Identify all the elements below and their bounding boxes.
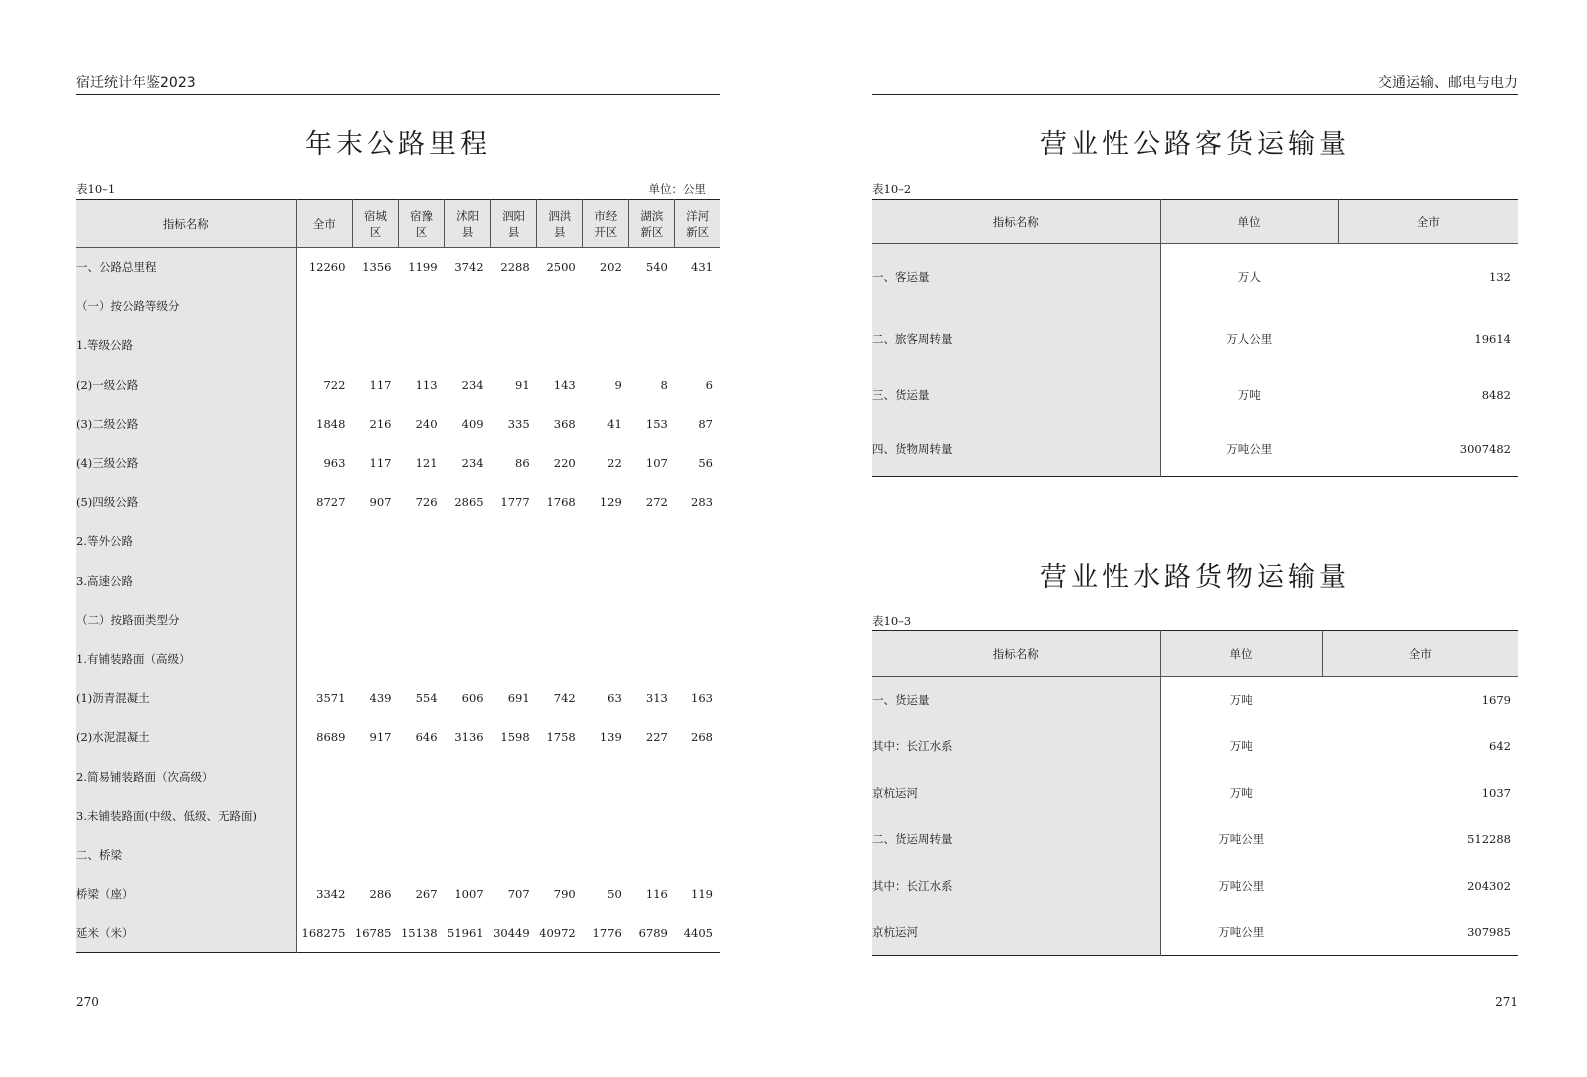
table-cell: 234 [461, 377, 484, 392]
table-cell: 116 [645, 887, 668, 902]
table-cell: 15138 [400, 926, 438, 941]
table-row [76, 679, 720, 718]
table-cell: 143 [553, 377, 576, 392]
row-label: 1.等级公路 [76, 326, 296, 365]
table-cell [296, 561, 352, 600]
table-cell: 12260 [308, 260, 346, 275]
table-cell: 121 [415, 456, 438, 471]
table-cell [398, 757, 444, 796]
table-cell: 91 [515, 377, 530, 392]
table-cell [675, 326, 720, 365]
col-header: 宿豫 区 [398, 200, 444, 248]
table-10-1-title: 年末公路里程 [305, 129, 491, 160]
value-cell: 204302 [1467, 878, 1511, 893]
table-cell: 1199 [408, 260, 438, 275]
table-cell: 268 [691, 730, 713, 745]
table-cell [675, 561, 720, 600]
table-cell [675, 835, 720, 874]
table-row [76, 404, 720, 443]
table-cell [296, 600, 352, 639]
row-label: 四、货物周转量 [872, 423, 1160, 477]
table-cell: 86 [515, 456, 530, 471]
table-cell: 963 [323, 456, 346, 471]
table-cell: 9 [614, 377, 622, 392]
table-cell: 1758 [546, 730, 576, 745]
row-label: 二、货运周转量 [872, 816, 1160, 863]
table-cell [352, 757, 398, 796]
table-row [76, 365, 720, 404]
table-cell: 107 [645, 456, 668, 471]
row-label: 2.等外公路 [76, 522, 296, 561]
table-row [872, 909, 1518, 956]
table-cell [537, 522, 583, 561]
table-cell: 22 [607, 456, 622, 471]
table-cell: 119 [691, 887, 713, 902]
value-cell: 642 [1489, 739, 1511, 754]
row-label: 2.简易铺装路面（次高级） [76, 757, 296, 796]
row-label: (2)一级公路 [76, 365, 296, 404]
table-cell [296, 287, 352, 326]
row-label: 1.有铺装路面（高级） [76, 639, 296, 678]
table-cell: 63 [607, 691, 622, 706]
table-cell: 368 [553, 416, 576, 431]
table-cell [629, 835, 675, 874]
table-row [76, 757, 720, 796]
table-cell [352, 600, 398, 639]
table-header-row [872, 631, 1518, 677]
table-cell: 335 [507, 416, 530, 431]
table-cell [296, 757, 352, 796]
table-cell: 153 [645, 416, 668, 431]
table-cell: 4405 [683, 926, 713, 941]
table-cell [491, 561, 537, 600]
value-cell: 3007482 [1459, 442, 1511, 457]
table-cell [537, 757, 583, 796]
table-cell [398, 561, 444, 600]
table-row [76, 600, 720, 639]
table-cell: 51961 [447, 926, 484, 941]
unit-label: 单位：公里 [648, 182, 706, 196]
table-cell: 917 [369, 730, 392, 745]
table-cell: 50 [607, 887, 622, 902]
table-cell [629, 796, 675, 835]
table-cell [296, 326, 352, 365]
col-header: 指标名称 [76, 200, 296, 248]
running-head-right: 交通运输、邮电与电力 [872, 74, 1518, 95]
col-header: 全市 [296, 200, 352, 248]
table-cell [629, 639, 675, 678]
unit-cell: 万吨公里 [1226, 442, 1273, 457]
unit-cell: 万吨公里 [1218, 878, 1265, 893]
table-header-row [76, 200, 720, 248]
table-cell: 2865 [454, 495, 484, 510]
col-header: 指标名称 [872, 631, 1160, 677]
col-header: 湖滨 新区 [629, 200, 675, 248]
table-cell: 707 [507, 887, 530, 902]
table-cell: 606 [461, 691, 484, 706]
table-cell [583, 522, 629, 561]
table-cell: 30449 [493, 926, 530, 941]
table-cell: 646 [415, 730, 438, 745]
table-cell [491, 522, 537, 561]
table-row [76, 835, 720, 874]
table-10-2-meta [872, 182, 1518, 196]
right-page [872, 0, 1518, 1077]
table-cell [675, 757, 720, 796]
table-cell: 234 [461, 456, 484, 471]
table-row [76, 326, 720, 365]
running-head-left: 宿迁统计年鉴2023 [76, 74, 720, 95]
table-cell [352, 835, 398, 874]
row-label: 京杭运河 [872, 770, 1160, 817]
table-cell [491, 326, 537, 365]
table-cell: 202 [599, 260, 622, 275]
row-label: 三、货运量 [872, 367, 1160, 423]
table-cell: 8689 [316, 730, 346, 745]
col-header: 全市 [1338, 200, 1518, 244]
unit-cell: 万吨 [1229, 785, 1253, 800]
table-code: 表10–1 [76, 182, 116, 196]
table-cell: 1848 [316, 416, 346, 431]
table-cell: 283 [691, 495, 713, 510]
table-row [76, 248, 720, 287]
table-cell [398, 287, 444, 326]
col-header: 宿城 区 [352, 200, 398, 248]
table-row [76, 443, 720, 482]
table-cell: 1768 [546, 495, 576, 510]
table-cell: 2288 [500, 260, 530, 275]
row-label: 其中：长江水系 [872, 723, 1160, 770]
value-cell: 132 [1489, 270, 1511, 285]
table-row [872, 244, 1518, 311]
row-label: 3.未铺装路面(中级、低级、无路面) [76, 796, 296, 835]
table-cell: 1356 [362, 260, 392, 275]
row-label: 其中：长江水系 [872, 863, 1160, 910]
table-cell: 216 [369, 416, 392, 431]
road-mileage-table [76, 199, 720, 953]
table-cell: 3136 [454, 730, 484, 745]
table-cell: 87 [698, 416, 713, 431]
table-cell [445, 835, 491, 874]
table-cell: 3571 [316, 691, 346, 706]
row-label: (3)二级公路 [76, 404, 296, 443]
table-cell: 540 [645, 260, 668, 275]
row-label: (5)四级公路 [76, 483, 296, 522]
table-cell: 431 [691, 260, 713, 275]
table-cell [445, 600, 491, 639]
unit-cell: 万人公里 [1226, 331, 1273, 346]
road-transport-table [872, 199, 1518, 477]
table-cell [352, 287, 398, 326]
unit-cell: 万吨公里 [1218, 925, 1265, 939]
table-cell: 56 [698, 456, 713, 471]
col-header: 泗阳 县 [491, 200, 537, 248]
row-label: 二、桥梁 [76, 835, 296, 874]
row-label: （一）按公路等级分 [76, 287, 296, 326]
table-cell: 2500 [546, 260, 576, 275]
col-header: 泗洪 县 [537, 200, 583, 248]
table-cell: 1598 [500, 730, 530, 745]
table-cell [629, 326, 675, 365]
table-cell [352, 326, 398, 365]
table-cell: 113 [415, 377, 438, 392]
table-cell: 1007 [454, 887, 484, 902]
table-cell: 227 [645, 730, 668, 745]
col-header: 洋河 新区 [675, 200, 720, 248]
table-cell [445, 796, 491, 835]
table-cell [398, 639, 444, 678]
table-cell: 286 [369, 887, 392, 902]
table-cell: 409 [461, 416, 484, 431]
table-cell: 907 [369, 495, 392, 510]
value-cell: 307985 [1467, 925, 1511, 939]
table-cell [583, 600, 629, 639]
table-code: 表10–3 [872, 614, 912, 628]
table-cell: 722 [323, 377, 346, 392]
table-cell: 439 [369, 691, 392, 706]
table-cell [352, 522, 398, 561]
row-label: 二、旅客周转量 [872, 311, 1160, 367]
table-row [872, 367, 1518, 423]
table-cell: 16785 [354, 926, 392, 941]
value-cell: 19614 [1474, 331, 1511, 346]
left-page [76, 0, 720, 1077]
table-cell: 1777 [500, 495, 530, 510]
table-cell [491, 600, 537, 639]
table-cell [675, 522, 720, 561]
table-cell [537, 561, 583, 600]
table-cell [296, 522, 352, 561]
table-cell [398, 522, 444, 561]
table-cell [445, 326, 491, 365]
table-cell: 790 [553, 887, 576, 902]
value-cell: 8482 [1481, 387, 1511, 402]
table-cell: 272 [645, 495, 668, 510]
table-cell [675, 600, 720, 639]
table-cell: 8727 [316, 495, 346, 510]
table-cell [445, 639, 491, 678]
unit-cell: 万人 [1237, 270, 1261, 285]
table-cell [629, 287, 675, 326]
table-cell [537, 835, 583, 874]
table-cell: 168275 [301, 926, 346, 941]
row-label: 桥梁（座） [76, 875, 296, 914]
table-cell: 220 [553, 456, 576, 471]
table-cell: 41 [607, 416, 622, 431]
table-cell: 6789 [638, 926, 668, 941]
unit-cell: 万吨 [1229, 693, 1253, 707]
table-row [872, 770, 1518, 817]
table-cell [583, 757, 629, 796]
table-row [872, 863, 1518, 910]
table-10-3-title: 营业性水路货物运输量 [1040, 562, 1350, 593]
waterway-transport-table [872, 630, 1518, 956]
table-cell [296, 835, 352, 874]
table-row [872, 816, 1518, 863]
table-cell [583, 326, 629, 365]
row-label: 一、货运量 [872, 677, 1160, 724]
table-cell [675, 287, 720, 326]
table-10-3-meta [872, 614, 1518, 628]
table-cell [445, 287, 491, 326]
table-row [76, 639, 720, 678]
table-cell [583, 639, 629, 678]
col-header: 单位 [1160, 200, 1338, 244]
value-cell: 512288 [1467, 832, 1511, 847]
value-cell: 1037 [1481, 785, 1511, 800]
col-header: 全市 [1322, 631, 1518, 677]
table-cell: 117 [369, 377, 392, 392]
table-cell: 40972 [539, 926, 576, 941]
col-header: 沭阳 县 [445, 200, 491, 248]
table-cell [491, 639, 537, 678]
table-cell [398, 835, 444, 874]
table-code: 表10–2 [872, 182, 912, 196]
table-row [872, 311, 1518, 367]
table-cell [537, 796, 583, 835]
col-header: 市经 开区 [583, 200, 629, 248]
table-cell [491, 796, 537, 835]
table-row [76, 561, 720, 600]
page-number-right: 271 [1495, 995, 1518, 1009]
col-header: 指标名称 [872, 200, 1160, 244]
table-cell [445, 522, 491, 561]
table-cell [537, 326, 583, 365]
table-cell [445, 561, 491, 600]
table-row [872, 723, 1518, 770]
table-cell [583, 835, 629, 874]
table-cell [537, 639, 583, 678]
table-cell [352, 561, 398, 600]
table-cell [491, 835, 537, 874]
table-row [76, 796, 720, 835]
row-label: 3.高速公路 [76, 561, 296, 600]
table-row [76, 287, 720, 326]
table-cell: 163 [691, 691, 713, 706]
table-cell [675, 639, 720, 678]
table-cell: 6 [705, 377, 713, 392]
table-cell [537, 287, 583, 326]
table-cell: 726 [415, 495, 438, 510]
table-row [76, 522, 720, 561]
table-cell [491, 287, 537, 326]
table-cell [352, 639, 398, 678]
row-label: 京杭运河 [872, 909, 1160, 956]
table-cell [398, 796, 444, 835]
row-label: 延米（米） [76, 914, 296, 953]
table-cell: 139 [599, 730, 622, 745]
table-cell: 1776 [592, 926, 622, 941]
row-label: 一、客运量 [872, 244, 1160, 311]
table-cell: 8 [660, 377, 668, 392]
table-cell [583, 796, 629, 835]
table-cell [296, 796, 352, 835]
table-cell [629, 600, 675, 639]
unit-cell: 万吨 [1229, 739, 1253, 754]
table-cell: 129 [599, 495, 622, 510]
table-cell: 267 [415, 887, 438, 902]
row-label: (4)三级公路 [76, 443, 296, 482]
unit-cell: 万吨 [1237, 387, 1261, 402]
table-row [872, 423, 1518, 477]
table-row [76, 483, 720, 522]
table-cell: 554 [415, 691, 438, 706]
table-header-row [872, 200, 1518, 244]
table-cell: 3342 [316, 887, 346, 902]
table-cell [537, 600, 583, 639]
row-label: 一、公路总里程 [76, 248, 296, 287]
table-cell [352, 796, 398, 835]
unit-cell: 万吨公里 [1218, 832, 1265, 847]
table-cell: 117 [369, 456, 392, 471]
table-cell [398, 326, 444, 365]
table-row [76, 914, 720, 953]
table-cell [675, 796, 720, 835]
table-cell [296, 639, 352, 678]
table-cell: 742 [553, 691, 576, 706]
table-cell [398, 600, 444, 639]
table-cell: 240 [415, 416, 438, 431]
table-row [76, 718, 720, 757]
table-cell [629, 522, 675, 561]
row-label: （二）按路面类型分 [76, 600, 296, 639]
col-header: 单位 [1160, 631, 1322, 677]
value-cell: 1679 [1481, 693, 1511, 707]
table-row [76, 875, 720, 914]
table-cell [583, 561, 629, 600]
row-label: (2)水泥混凝土 [76, 718, 296, 757]
table-cell [445, 757, 491, 796]
table-cell: 313 [645, 691, 668, 706]
table-cell [583, 287, 629, 326]
table-row [872, 677, 1518, 724]
table-cell: 691 [507, 691, 530, 706]
table-cell: 3742 [454, 260, 484, 275]
row-label: (1)沥青混凝土 [76, 679, 296, 718]
table-cell [629, 757, 675, 796]
table-10-2-title: 营业性公路客货运输量 [1040, 129, 1350, 160]
table-cell [629, 561, 675, 600]
page-number-left: 270 [76, 995, 99, 1009]
table-cell [491, 757, 537, 796]
table-10-1-meta [76, 182, 720, 196]
